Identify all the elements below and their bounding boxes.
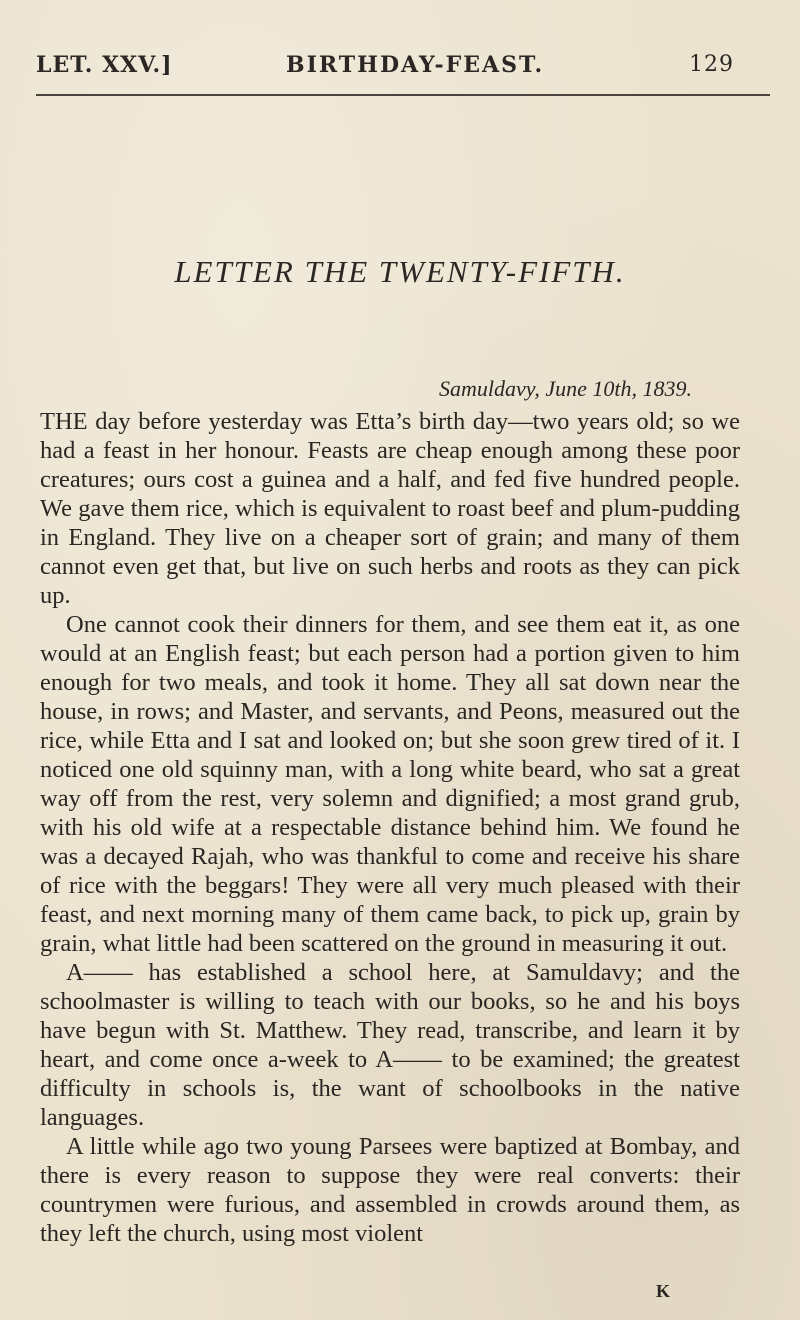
paragraph: A little while ago two young Parsees were baptized at Bombay, and there is every reason to suppose they were real converts: their countrymen were furious, and assembled in crowds around them, as they left the church, using most violent — [40, 1133, 740, 1247]
dateline: Samuldavy, June 10th, 1839. — [439, 376, 692, 401]
paragraph: THE day before yesterday was Etta’s birth day—two years old; so we had a feast in her honour. Feasts are cheap enough among these poor creatures; ours cost a guinea and a half, and fed five hundred people. We gave them rice, which is equivalent to roast beef and plum-pudding in England. They live on a cheaper sort of grain; and many of them cannot even get that, but live on such herbs and roots as they can pick up. — [40, 408, 740, 609]
running-header — [36, 52, 770, 92]
page-number: 129 — [689, 52, 734, 77]
paragraph: A—— has established a school here, at Samuldavy; and the schoolmaster is willing to teach with our books, so he and his boys have begun with St. Matthew. They read, transcribe, and learn it by heart, and come once a-week to A—— to be examined; the greatest difficulty in schools is, the want of schoolbooks in the native languages. — [40, 959, 740, 1131]
signature-mark: K — [656, 1281, 671, 1301]
letter-body — [40, 407, 740, 1248]
chapter-title: LETTER THE TWENTY-FIFTH. — [174, 254, 626, 289]
letter-number: LET. XXV.] — [36, 52, 173, 78]
paragraph: One cannot cook their dinners for them, and see them eat it, as one would at an English feast; but each person had a portion given to him enough for two meals, and took it home. They all sat down near the house, in rows; and Master, and servants, and Peons, measured out the rice, while Etta and I sat and looked on; but she soon grew tired of it. I noticed one old squinny man, with a long white beard, who sat a great way off from the rest, very solemn and dignified; a most grand grub, with his old wife at a respectable distance behind him. We found he was a decayed Rajah, who was thankful to come and receive his share of rice with the beggars! They were all very much pleased with their feast, and next morning many of them came back, to pick up, grain by grain, what little had been scattered on the ground in measuring it out. — [40, 611, 740, 957]
header-rule — [36, 94, 770, 96]
running-title: BIRTHDAY-FEAST. — [286, 52, 545, 78]
